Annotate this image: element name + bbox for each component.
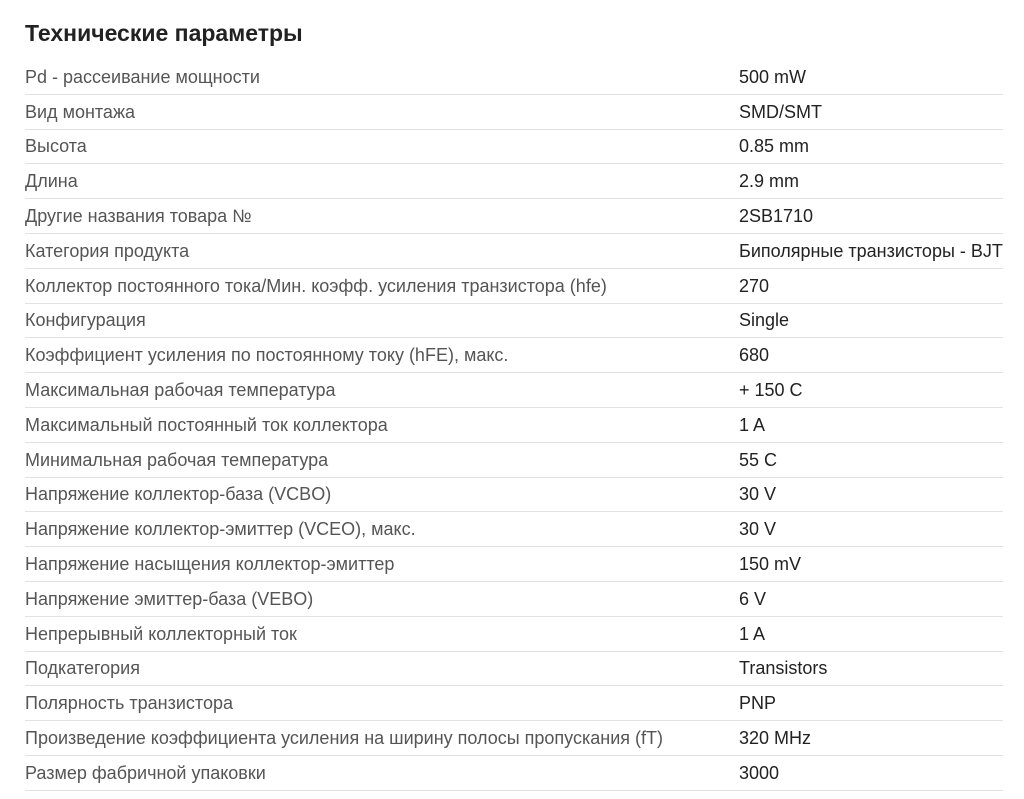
specs-table-body <box>25 60 1003 790</box>
spec-name: Произведение коэффициента усиления на ширину полосы пропускания (fT) <box>25 721 739 756</box>
spec-row <box>25 721 1003 756</box>
spec-name: Категория продукта <box>25 233 739 268</box>
spec-name: Напряжение насыщения коллектор-эмиттер <box>25 547 739 582</box>
spec-name: Минимальная рабочая температура <box>25 442 739 477</box>
spec-value: 2SB1710 <box>739 199 1003 234</box>
spec-name: Вид монтажа <box>25 94 739 129</box>
spec-row <box>25 94 1003 129</box>
spec-name: Коэффициент усиления по постоянному току (hFE), макс. <box>25 338 739 373</box>
spec-value: Transistors <box>739 651 1003 686</box>
spec-value: 150 mV <box>739 547 1003 582</box>
spec-row <box>25 373 1003 408</box>
spec-value: Биполярные транзисторы - BJT <box>739 233 1003 268</box>
spec-name: Другие названия товара № <box>25 199 739 234</box>
spec-value: 6 V <box>739 581 1003 616</box>
spec-value: 0.85 mm <box>739 129 1003 164</box>
spec-row <box>25 129 1003 164</box>
spec-row <box>25 233 1003 268</box>
spec-value: 270 <box>739 268 1003 303</box>
spec-name: Pd - рассеивание мощности <box>25 60 739 94</box>
spec-name: Конфигурация <box>25 303 739 338</box>
spec-value: 680 <box>739 338 1003 373</box>
spec-row <box>25 686 1003 721</box>
spec-name: Непрерывный коллекторный ток <box>25 616 739 651</box>
spec-row <box>25 442 1003 477</box>
spec-row <box>25 755 1003 790</box>
spec-name: Напряжение эмиттер-база (VEBO) <box>25 581 739 616</box>
spec-value: PNP <box>739 686 1003 721</box>
spec-name: Напряжение коллектор-база (VCBO) <box>25 477 739 512</box>
spec-name: Напряжение коллектор-эмиттер (VCEO), макс. <box>25 512 739 547</box>
spec-row <box>25 581 1003 616</box>
spec-value: SMD/SMT <box>739 94 1003 129</box>
spec-value: 2.9 mm <box>739 164 1003 199</box>
spec-row <box>25 199 1003 234</box>
specs-table <box>25 60 1003 791</box>
spec-name: Подкатегория <box>25 651 739 686</box>
spec-value: 3000 <box>739 755 1003 790</box>
spec-row <box>25 651 1003 686</box>
spec-name: Максимальная рабочая температура <box>25 373 739 408</box>
spec-value: 1 A <box>739 616 1003 651</box>
spec-value: + 150 C <box>739 373 1003 408</box>
spec-name: Коллектор постоянного тока/Мин. коэфф. усиления транзистора (hfe) <box>25 268 739 303</box>
spec-value: 320 MHz <box>739 721 1003 756</box>
spec-name: Длина <box>25 164 739 199</box>
spec-name: Максимальный постоянный ток коллектора <box>25 407 739 442</box>
spec-row <box>25 407 1003 442</box>
spec-value: Single <box>739 303 1003 338</box>
spec-name: Размер фабричной упаковки <box>25 755 739 790</box>
spec-row <box>25 512 1003 547</box>
spec-row <box>25 268 1003 303</box>
spec-value: 500 mW <box>739 60 1003 94</box>
spec-name: Высота <box>25 129 739 164</box>
spec-value: 30 V <box>739 477 1003 512</box>
spec-row <box>25 547 1003 582</box>
spec-row <box>25 60 1003 94</box>
spec-value: 55 C <box>739 442 1003 477</box>
section-title: Технические параметры <box>25 20 303 46</box>
spec-row <box>25 477 1003 512</box>
technical-specs-section <box>25 0 1003 791</box>
spec-row <box>25 164 1003 199</box>
spec-name: Полярность транзистора <box>25 686 739 721</box>
spec-row <box>25 338 1003 373</box>
spec-row <box>25 303 1003 338</box>
spec-value: 1 A <box>739 407 1003 442</box>
spec-row <box>25 616 1003 651</box>
spec-value: 30 V <box>739 512 1003 547</box>
